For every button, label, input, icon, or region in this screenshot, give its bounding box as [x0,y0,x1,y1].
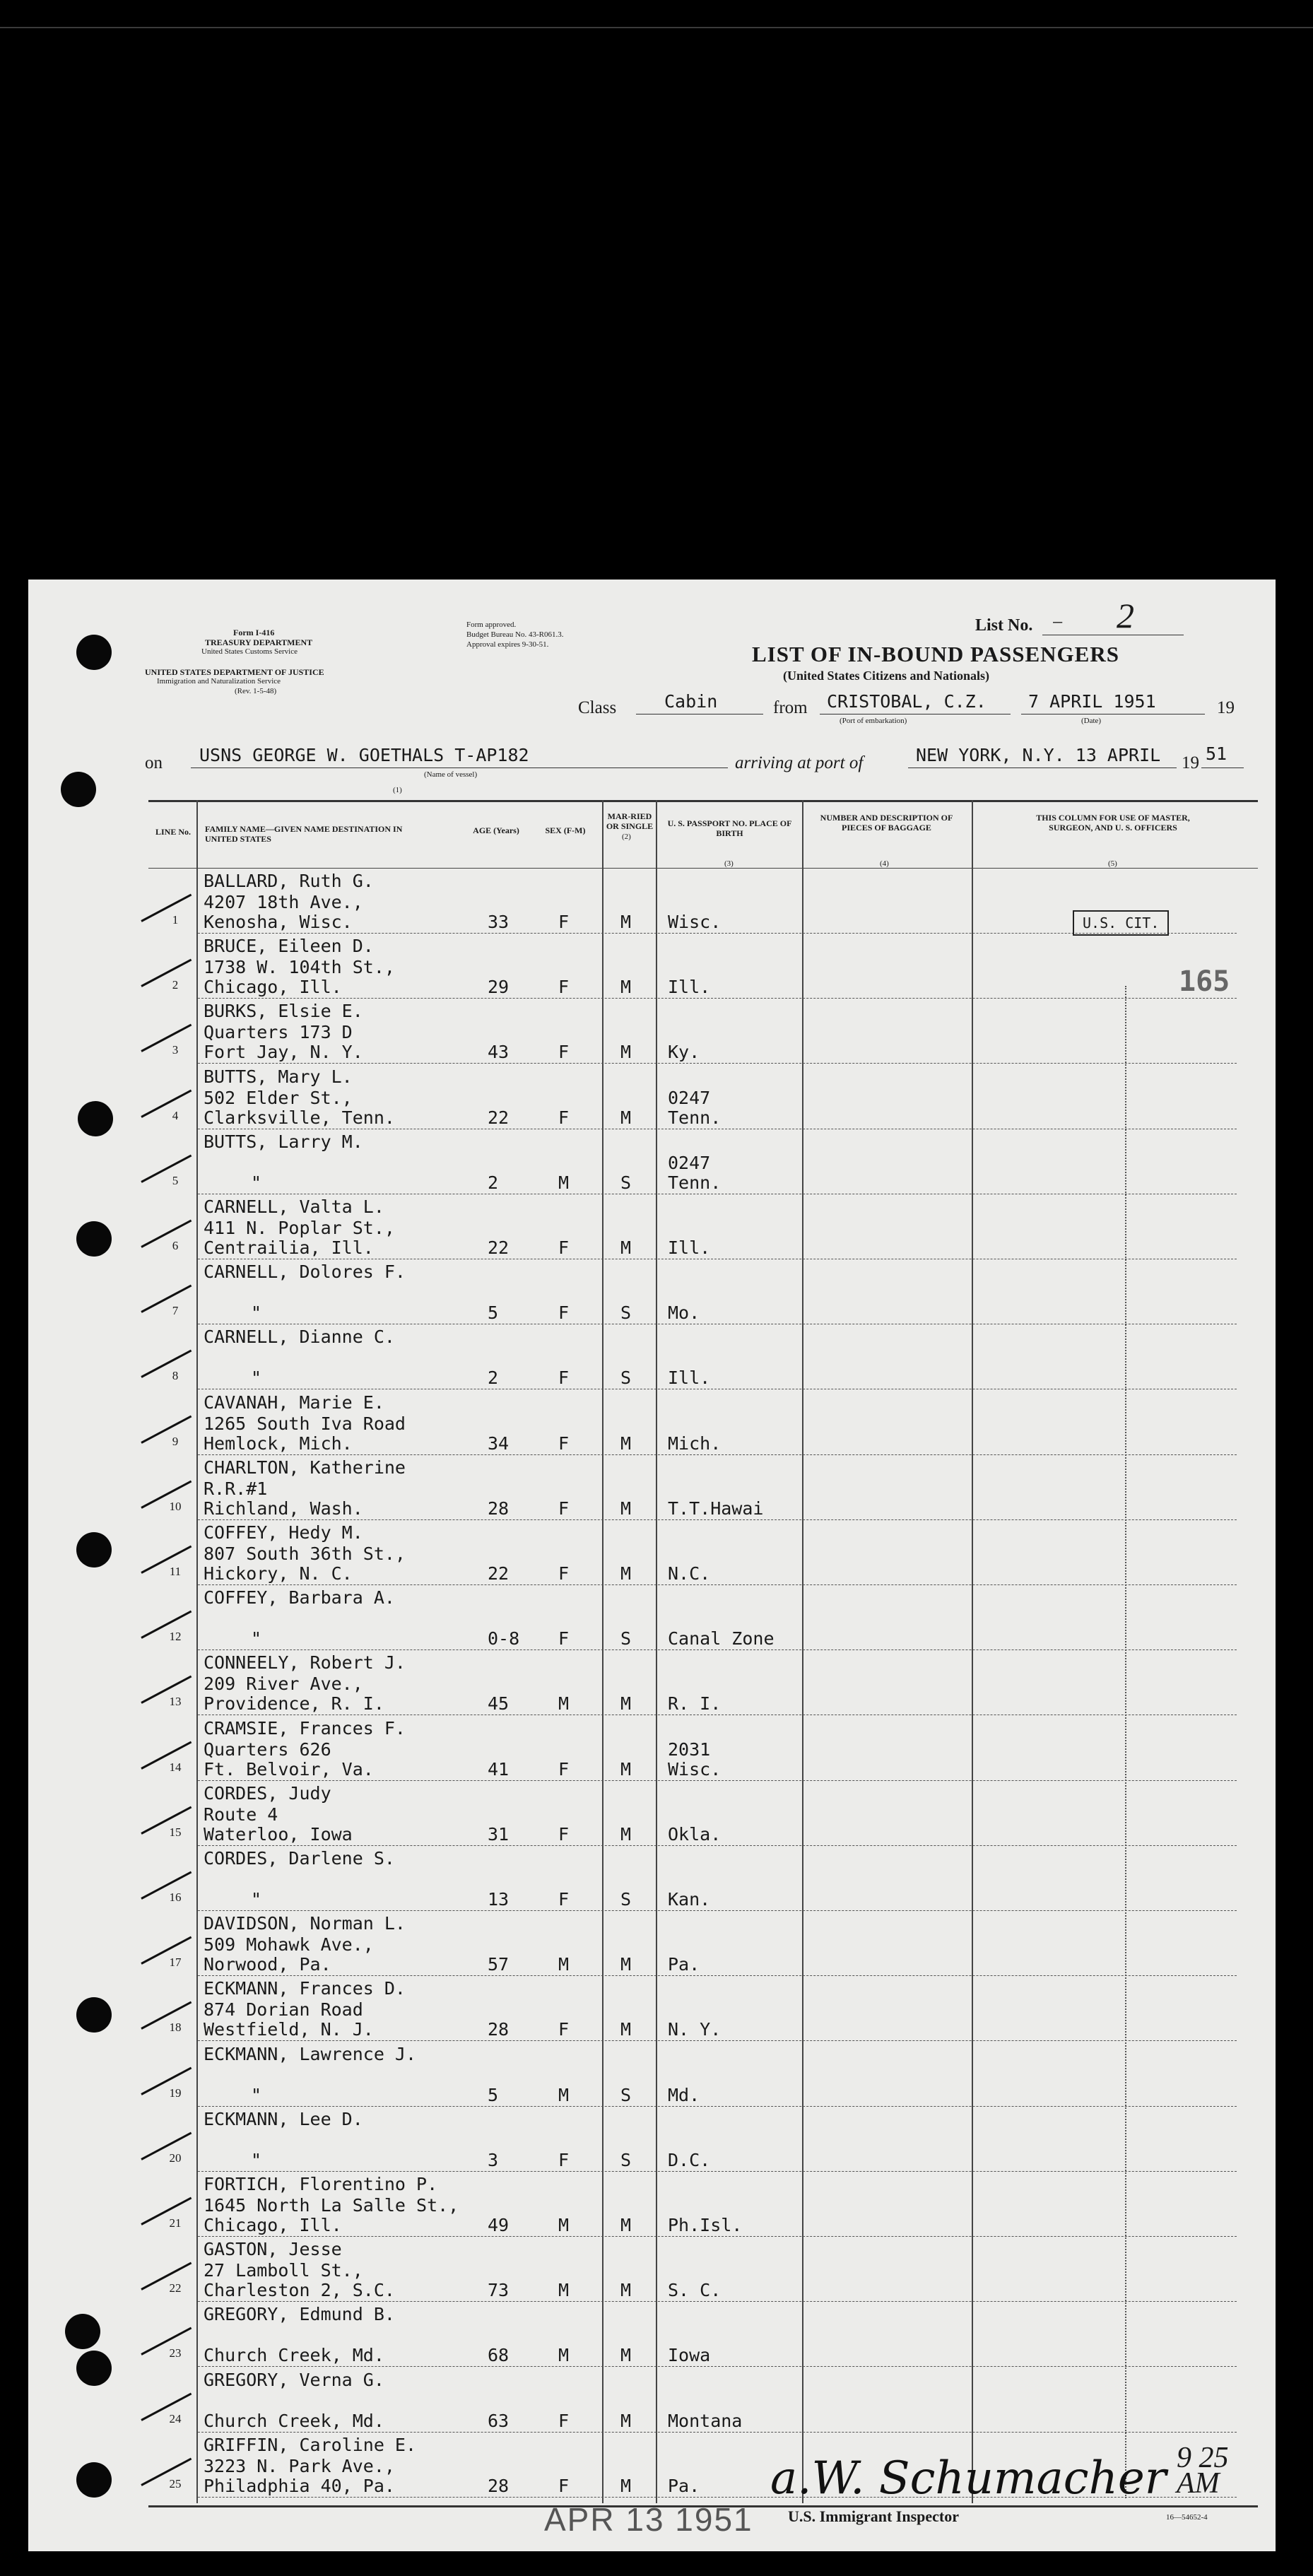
passenger-married: M [620,1498,632,1519]
from-label: from [773,698,808,717]
list-subtitle: (United States Citizens and Nationals) [783,669,990,683]
passenger-address: 807 South 36th St., [204,1543,406,1564]
passenger-sex: M [558,2280,570,2301]
passenger-married: M [620,2019,632,2040]
passenger-name: CAVANAH, Marie E. [204,1392,384,1413]
header-bottom-rule [148,868,1258,869]
passenger-married: M [620,2280,632,2301]
passenger-name: ECKMANN, Lawrence J. [204,2043,417,2064]
passenger-address: 411 N. Poplar St., [204,1218,395,1238]
passenger-age: 33 [488,912,510,932]
passenger-sex: M [558,2084,570,2105]
header-baggage: NUMBER AND DESCRIPTION OF PIECES OF BAGGAGE [820,813,953,833]
passenger-married: M [620,1042,632,1063]
passenger-name: CORDES, Darlene S. [204,1848,395,1869]
header-officers: THIS COLUMN FOR USE OF MASTER, SURGEON, AND U. S. OFFICERS [1036,813,1190,833]
passenger-age: 28 [488,2019,510,2040]
passenger-sex: M [558,2215,570,2235]
line-number: 3 [172,1043,179,1057]
header-line-no: LINE No. [155,827,191,837]
passenger-birthplace: N. Y. [668,2019,722,2040]
list-title: LIST OF IN-BOUND PASSENGERS [752,642,1119,666]
arrival-year: 51 [1206,743,1227,764]
passenger-sex: M [558,1172,570,1193]
passenger-passport-no: 2031 [668,1739,711,1760]
passenger-married: M [620,912,632,932]
row-rule [198,2040,1237,2041]
passenger-sex: F [558,1563,570,1584]
passenger-age: 3 [488,2149,499,2170]
passenger-age: 41 [488,1758,510,1780]
passenger-sex: F [558,1498,570,1519]
passenger-address: 1645 North La Salle St., [204,2195,459,2216]
row-rule [198,1454,1237,1455]
passenger-address: 209 River Ave., [204,1674,363,1695]
us-citizen-stamp-text: U.S. CIT. [1083,914,1160,931]
passenger-married: M [620,1237,632,1258]
passenger-birthplace: Tenn. [668,1107,722,1128]
passenger-age: 45 [488,1693,510,1715]
passenger-name: CRAMSIE, Frances F. [204,1717,406,1739]
col-divider-passport [656,800,657,2503]
line-number: 13 [169,1695,182,1709]
passenger-name: BALLARD, Ruth G. [204,871,374,891]
passenger-name: ECKMANN, Lee D. [204,2108,363,2129]
arrival-year-prefix: 19 [1182,753,1199,772]
inspector-title: U.S. Immigrant Inspector [788,2507,959,2525]
passenger-name: CONNEELY, Robert J. [204,1652,406,1674]
passenger-birthplace: Ill. [668,977,711,998]
passenger-married: M [620,1758,632,1780]
passenger-name: GREGORY, Edmund B. [204,2304,395,2325]
passenger-birthplace: Pa. [668,1954,700,1975]
passenger-married: S [620,1172,632,1193]
passenger-name: CORDES, Judy [204,1782,331,1804]
passenger-sex: F [558,1302,570,1324]
passenger-sex: F [558,2410,570,2431]
line-number: 12 [169,1630,182,1644]
on-label: on [145,753,163,772]
punch-hole [76,2351,112,2386]
passenger-age: 5 [488,2084,499,2105]
row-rule [198,998,1237,999]
line-number: 18 [169,2021,182,2035]
passenger-passport-no: 0247 [668,1152,711,1173]
passenger-address: 27 Lamboll St., [204,2260,363,2281]
punch-hole [76,1532,112,1568]
passenger-age: 29 [488,977,510,998]
line-number: 11 [169,1565,182,1578]
passenger-birthplace: Iowa [668,2345,711,2366]
row-rule [198,1649,1237,1650]
passenger-birthplace: S. C. [668,2280,722,2301]
approval-expires: Approval expires 9-30-51. [466,640,549,649]
line-number: 14 [169,1760,182,1774]
line-number: 21 [169,2216,182,2230]
passenger-sex: F [558,1628,570,1649]
passenger-destination: " [251,2149,262,2170]
row-rule [198,2106,1237,2107]
passenger-age: 28 [488,2475,510,2496]
form-number: Form I-416 [233,628,275,637]
header-married: MAR-RIED OR SINGLE [606,811,654,831]
vessel-col-number: (1) [393,786,402,794]
passenger-name: CHARLTON, Katherine [204,1457,406,1478]
ins-service: Immigration and Naturalization Service [157,677,281,686]
col-divider-baggage [802,800,803,2503]
passenger-address: Quarters 626 [204,1739,331,1760]
passenger-destination: Providence, R. I. [204,1693,384,1715]
passenger-birthplace: T.T.Hawai [668,1498,764,1519]
passenger-married: M [620,2215,632,2235]
header-baggage-number: (4) [880,859,889,868]
passenger-destination: Centrailia, Ill. [204,1237,374,1258]
row-rule [198,2366,1237,2367]
passenger-sex: M [558,2345,570,2366]
passenger-destination: " [251,1172,262,1193]
passenger-birthplace: Canal Zone [668,1628,775,1649]
us-citizen-stamp [1073,910,1169,936]
vessel-name: USNS GEORGE W. GOETHALS T-AP182 [199,745,529,765]
row-rule [198,2301,1237,2302]
date-suffix: 19 [1217,698,1235,717]
passenger-destination: Church Creek, Md. [204,2345,384,2366]
passenger-married: S [620,2149,632,2170]
passenger-address: 3223 N. Park Ave., [204,2455,395,2476]
line-number: 16 [169,1890,182,1904]
passenger-married: S [620,2084,632,2105]
arrival-port-date: NEW YORK, N.Y. 13 APRIL [916,745,1161,765]
header-officers-number: (5) [1108,859,1117,868]
embark-date: 7 APRIL 1951 [1028,691,1156,712]
passenger-married: M [620,1433,632,1454]
passenger-name: BUTTS, Larry M. [204,1131,363,1152]
row-rule [198,1975,1237,1976]
header-name: FAMILY NAME—GIVEN NAME DESTINATION IN UNITED STATES [205,824,403,844]
passenger-name: GRIFFIN, Caroline E. [204,2434,417,2455]
passenger-age: 57 [488,1954,510,1975]
arriving-label: arriving at port of [735,753,864,772]
passenger-address: Route 4 [204,1804,278,1825]
passenger-destination: Hickory, N. C. [204,1563,353,1584]
passenger-name: ECKMANN, Frances D. [204,1978,406,1999]
line-number: 22 [169,2281,182,2295]
vessel-underline [191,767,728,768]
passenger-destination: Philadphia 40, Pa. [204,2475,395,2496]
list-no-label: List No. [975,616,1033,635]
passenger-married: M [620,1823,632,1845]
row-rule [198,2236,1237,2237]
passenger-sex: F [558,1368,570,1389]
passenger-address: 874 Dorian Road [204,1999,363,2021]
row-rule [198,2432,1237,2433]
passenger-address: 509 Mohawk Ave., [204,1934,374,1955]
passenger-age: 73 [488,2280,510,2301]
passenger-sex: F [558,1433,570,1454]
passenger-married: M [620,1693,632,1715]
passenger-married: S [620,1302,632,1324]
row-rule [198,1519,1237,1520]
header-passport-number: (3) [724,859,734,868]
passenger-age: 2 [488,1368,499,1389]
passenger-destination: " [251,1889,262,1910]
passenger-sex: F [558,2475,570,2496]
passenger-destination: Ft. Belvoir, Va. [204,1758,374,1780]
passenger-sex: F [558,1107,570,1128]
passenger-address: 1738 W. 104th St., [204,957,395,978]
year-underline [1201,767,1244,768]
passenger-age: 0-8 [488,1628,520,1649]
line-number: 24 [169,2411,182,2425]
passenger-married: M [620,1563,632,1584]
col-divider-married [602,800,603,2503]
passenger-birthplace: Ky. [668,1042,700,1063]
passenger-destination: " [251,1302,262,1324]
page-number-stamp: 165 [1179,965,1230,998]
passenger-married: S [620,1368,632,1389]
passenger-sex: F [558,2149,570,2170]
list-no-scribble: — [1053,613,1063,631]
col-divider-line [196,800,198,2503]
punch-hole [61,772,96,807]
received-date-stamp: APR 13 1951 [544,2501,753,2538]
passenger-sex: F [558,1758,570,1780]
passenger-address: 1265 South Iva Road [204,1413,406,1434]
port-caption: (Port of embarkation) [840,717,907,725]
passenger-address: R.R.#1 [204,1478,268,1499]
passenger-address: 4207 18th Ave., [204,892,363,912]
passenger-sex: F [558,977,570,998]
line-number: 17 [169,1955,182,1970]
passenger-married: M [620,977,632,998]
passenger-address: 502 Elder St., [204,1087,353,1108]
passenger-birthplace: Okla. [668,1823,722,1845]
header-age: AGE (Years) [473,825,519,835]
passenger-destination: Charleston 2, S.C. [204,2280,395,2301]
passenger-destination: Hemlock, Mich. [204,1433,353,1454]
passenger-married: M [620,1954,632,1975]
passenger-sex: F [558,1823,570,1845]
punch-hole [76,2462,112,2498]
inspector-signature: a.W. Schumacher [770,2452,1167,2505]
justice-dept: UNITED STATES DEPARTMENT OF JUSTICE [145,667,324,677]
customs-service: United States Customs Service [201,647,298,656]
passenger-married: S [620,1889,632,1910]
row-rule [198,1780,1237,1781]
list-no-value: 2 [1117,596,1134,635]
passenger-name: CARNELL, Dianne C. [204,1327,395,1348]
passenger-sex: F [558,1889,570,1910]
passenger-birthplace: Wisc. [668,1758,722,1780]
passenger-birthplace: Pa. [668,2475,700,2496]
passenger-destination: Waterloo, Iowa [204,1823,353,1845]
passenger-name: COFFEY, Barbara A. [204,1587,395,1608]
passenger-birthplace: Ill. [668,1237,711,1258]
punch-hole [76,635,112,670]
officer-margin-line [1125,986,1126,2498]
passenger-birthplace: D.C. [668,2149,711,2170]
passenger-name: GASTON, Jesse [204,2239,342,2260]
passenger-age: 28 [488,1498,510,1519]
passenger-age: 68 [488,2345,510,2366]
punch-hole [65,2314,100,2349]
line-number: 9 [172,1434,179,1448]
passenger-birthplace: Md. [668,2084,700,2105]
line-number: 2 [172,978,179,992]
punch-hole [78,1101,113,1136]
passenger-sex: F [558,912,570,932]
passenger-destination: Kenosha, Wisc. [204,912,353,932]
passenger-name: COFFEY, Hedy M. [204,1522,363,1543]
line-number: 4 [172,1108,179,1122]
passenger-passport-no: 0247 [668,1087,711,1108]
line-number: 8 [172,1369,179,1383]
revision: (Rev. 1-5-48) [235,687,277,695]
line-number: 20 [169,2151,182,2165]
header-sex: SEX (F-M) [545,825,586,835]
passenger-name: BUTTS, Mary L. [204,1066,353,1087]
port-of-embarkation: CRISTOBAL, C.Z. [827,691,987,712]
row-rule [198,1063,1237,1064]
arrival-underline [908,767,1177,768]
row-rule [198,1584,1237,1585]
passenger-name: CARNELL, Dolores F. [204,1261,406,1283]
passenger-sex: M [558,1954,570,1975]
line-number: 6 [172,1239,179,1252]
passenger-age: 2 [488,1172,499,1193]
passenger-birthplace: Mich. [668,1433,722,1454]
class-value: Cabin [664,691,718,712]
scan-top-line [0,27,1313,28]
passenger-address: Quarters 173 D [204,1022,353,1043]
passenger-age: 22 [488,1563,510,1584]
passenger-destination: Richland, Wash. [204,1498,363,1519]
passenger-destination: " [251,1368,262,1389]
line-number: 15 [169,1825,182,1839]
passenger-name: FORTICH, Florentino P. [204,2174,438,2194]
line-number: 7 [172,1304,179,1318]
passenger-married: M [620,2475,632,2496]
passenger-name: CARNELL, Valta L. [204,1196,384,1217]
passenger-age: 5 [488,1302,499,1324]
passenger-sex: F [558,2019,570,2040]
passenger-birthplace: R. I. [668,1693,722,1715]
passenger-name: GREGORY, Verna G. [204,2369,384,2390]
passenger-age: 13 [488,1889,510,1910]
passenger-destination: Fort Jay, N. Y. [204,1042,363,1063]
line-number: 1 [172,913,179,927]
passenger-age: 22 [488,1237,510,1258]
passenger-married: M [620,2345,632,2366]
header-passport: U. S. PASSPORT NO. PLACE OF BIRTH [667,818,792,838]
line-number: 23 [169,2346,182,2360]
passenger-sex: F [558,1237,570,1258]
passenger-married: M [620,2410,632,2431]
passenger-age: 31 [488,1823,510,1845]
passenger-married: M [620,1107,632,1128]
passenger-destination: " [251,2084,262,2105]
passenger-destination: " [251,1628,262,1649]
passenger-age: 22 [488,1107,510,1128]
line-number: 19 [169,2086,182,2100]
row-rule [198,2171,1237,2172]
line-number: 10 [169,1499,182,1513]
line-number: 25 [169,2476,182,2490]
passenger-age: 34 [488,1433,510,1454]
passenger-sex: M [558,1693,570,1715]
punch-hole [76,1221,112,1257]
passenger-birthplace: Ph.Isl. [668,2215,743,2235]
passenger-sex: F [558,1042,570,1063]
treasury-dept: TREASURY DEPARTMENT [205,637,313,647]
passenger-age: 43 [488,1042,510,1063]
passenger-birthplace: Wisc. [668,912,722,932]
vessel-caption: (Name of vessel) [424,770,478,779]
row-rule [198,1910,1237,1911]
passenger-destination: Clarksville, Tenn. [204,1107,395,1128]
passenger-destination: Westfield, N. J. [204,2019,374,2040]
class-label: Class [578,698,617,717]
approval-line: Form approved. [466,621,517,629]
passenger-destination: Chicago, Ill. [204,2215,342,2235]
passenger-birthplace: Mo. [668,1302,700,1324]
passenger-birthplace: Kan. [668,1889,711,1910]
date-caption: (Date) [1081,717,1102,725]
row-rule [198,1845,1237,1846]
passenger-birthplace: Ill. [668,1368,711,1389]
passenger-destination: Chicago, Ill. [204,977,342,998]
passenger-age: 49 [488,2215,510,2235]
line-number: 5 [172,1173,179,1187]
passenger-name: BRUCE, Eileen D. [204,936,374,957]
passenger-married: S [620,1628,632,1649]
budget-bureau: Budget Bureau No. 43-R061.3. [466,630,564,639]
print-code: 16—54652-4 [1166,2513,1208,2522]
passenger-birthplace: Tenn. [668,1172,722,1193]
passenger-birthplace: N.C. [668,1563,711,1584]
arrival-time: 9 25 AM [1177,2442,1229,2500]
passenger-age: 63 [488,2410,510,2431]
col-divider-officers [972,800,973,2503]
header-married-number: (2) [622,833,631,841]
passenger-destination: Norwood, Pa. [204,1954,331,1975]
passenger-birthplace: Montana [668,2410,743,2431]
passenger-name: DAVIDSON, Norman L. [204,1913,406,1934]
passenger-destination: Church Creek, Md. [204,2410,384,2431]
passenger-name: BURKS, Elsie E. [204,1001,363,1022]
punch-hole [76,1997,112,2033]
